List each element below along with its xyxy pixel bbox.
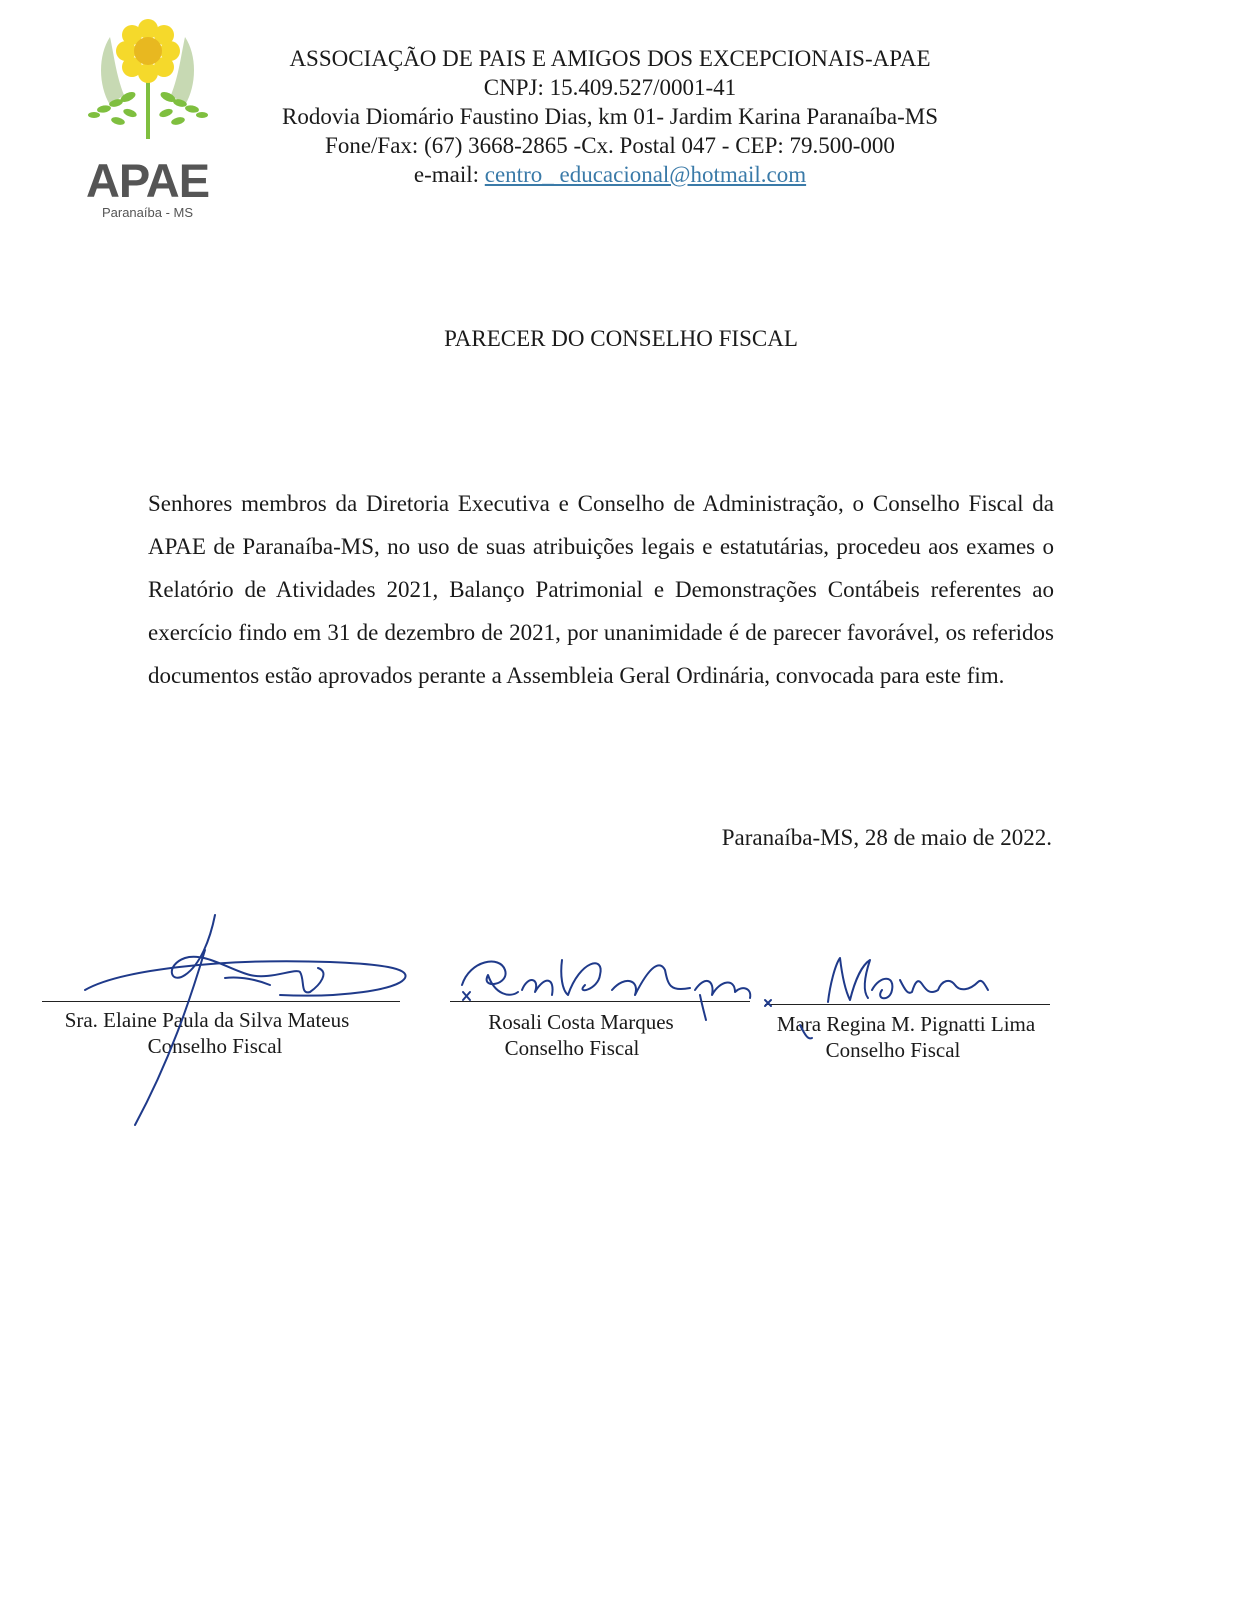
- address: Rodovia Diomário Faustino Dias, km 01- Jardim Karina Paranaíba-MS: [281, 104, 939, 129]
- email-label: e-mail:: [413, 162, 480, 187]
- document-date: Paranaíba-MS, 28 de maio de 2022.: [721, 825, 1052, 850]
- email-line: [230, 160, 990, 189]
- signatory-role-3: Conselho Fiscal: [825, 1038, 961, 1062]
- apae-logo: [80, 15, 215, 220]
- signatory-name-3: Mara Regina M. Pignatti Lima: [776, 1012, 1036, 1036]
- flower-hands-icon: [80, 15, 215, 155]
- signatory-role-2: Conselho Fiscal: [504, 1036, 640, 1060]
- signature-line-2: [450, 1001, 750, 1002]
- phone: Fone/Fax: (67) 3668-2865 -Cx. Postal 047 - CEP: 79.500-000: [325, 133, 895, 158]
- letterhead: [230, 44, 990, 189]
- logo-subtitle: Paranaíba - MS: [101, 205, 194, 220]
- signatory-role-1: Conselho Fiscal: [147, 1034, 283, 1058]
- email-link[interactable]: centro_ educacional@hotmail.com: [484, 162, 807, 187]
- signatory-name-2: Rosali Costa Marques: [488, 1010, 674, 1034]
- signature-line-1: [42, 1001, 400, 1002]
- document-body: Senhores membros da Diretoria Executiva e Conselho de Administração, o Conselho Fiscal da APAE de Paranaíba-MS, no uso de suas atribuições legais e estatutárias, procedeu aos exames o Relatório de Atividades 2021, Balanço Patrimonial e Demonstrações Contábeis referentes ao exercício findo em 31 de dezembro de 2021, por unanimidade é de parecer favorável, os referidos documentos estão aprovados perante a Assembleia Geral Ordinária, convocada para este fim.: [148, 491, 1054, 688]
- document-title: PARECER DO CONSELHO FISCAL: [444, 326, 798, 351]
- cnpj: CNPJ: 15.409.527/0001-41: [483, 75, 737, 100]
- signature-line-3: [765, 1004, 1050, 1005]
- signatory-name-1: Sra. Elaine Paula da Silva Mateus: [64, 1008, 350, 1032]
- logo-text: APAE: [85, 154, 210, 207]
- org-name: ASSOCIAÇÃO DE PAIS E AMIGOS DOS EXCEPCIONAIS-APAE: [289, 46, 931, 71]
